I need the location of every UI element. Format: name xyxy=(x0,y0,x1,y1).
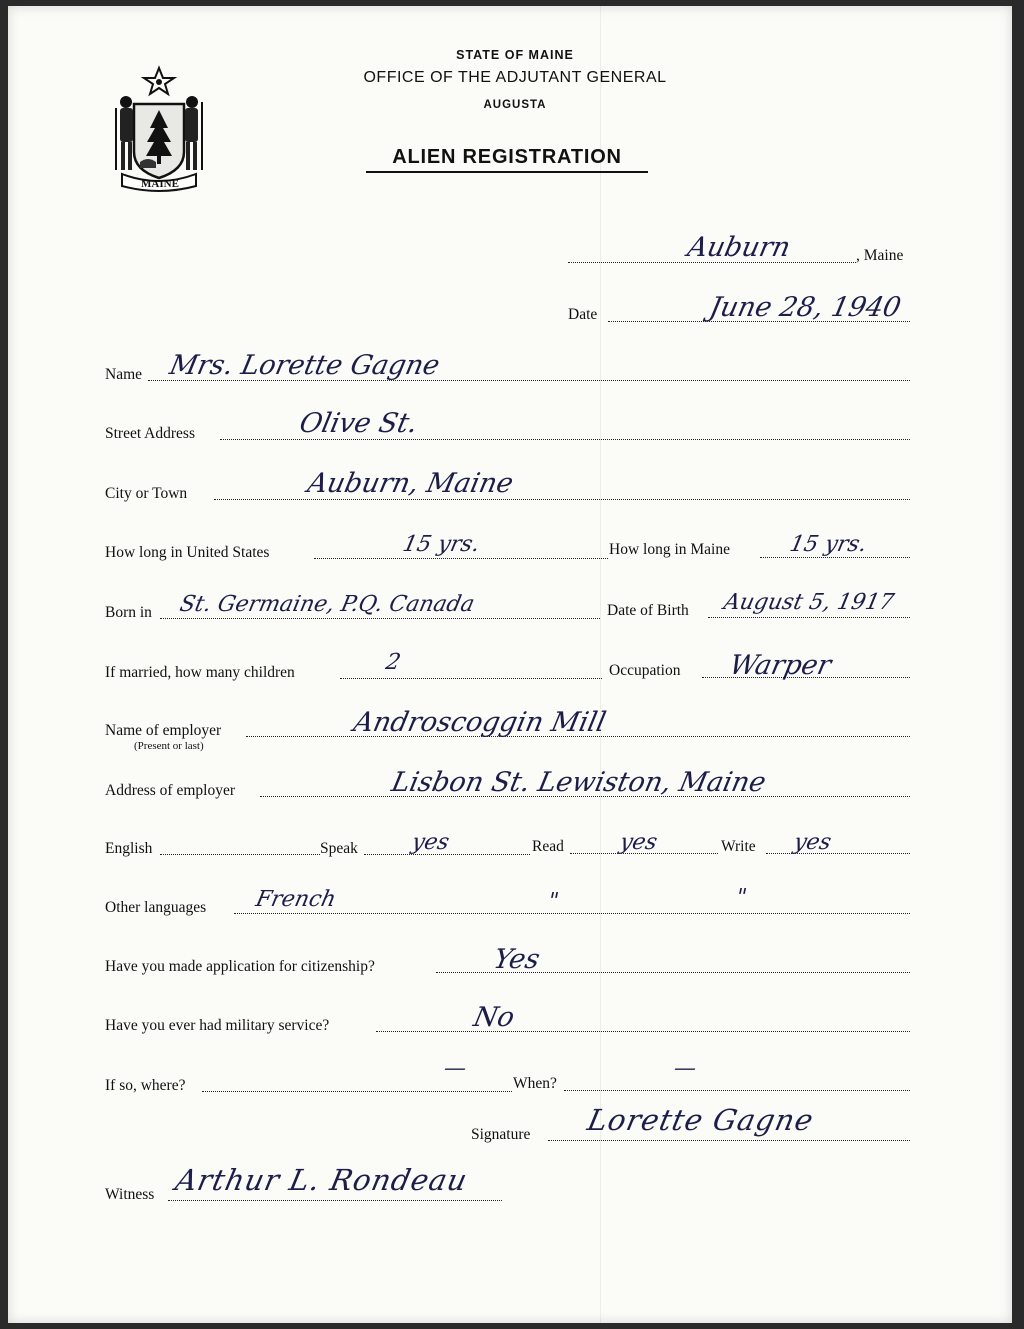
born-in-value: St. Germaine, P.Q. Canada xyxy=(177,592,477,617)
citizenship-value: Yes xyxy=(490,944,543,975)
name-value: Mrs. Lorette Gagne xyxy=(166,350,443,381)
name-label: Name xyxy=(105,366,143,383)
registration-form-page xyxy=(8,6,1012,1323)
dob-dotted-line xyxy=(708,617,910,618)
english-write-label: Write xyxy=(721,838,756,855)
occupation-value: Warper xyxy=(726,650,834,681)
seal-ribbon-text xyxy=(128,175,192,191)
english-read-value: yes xyxy=(617,830,660,855)
dob-value: August 5, 1917 xyxy=(721,590,897,615)
date-value: June 28, 1940 xyxy=(706,292,904,323)
military-value: No xyxy=(470,1002,518,1033)
when-label: When? xyxy=(513,1075,557,1092)
employer-value: Androscoggin Mill xyxy=(350,707,609,738)
signature-label: Signature xyxy=(471,1126,531,1143)
date-label: Date xyxy=(568,306,598,323)
other-languages-dotted-line xyxy=(234,913,910,914)
other-languages-ditto-1: " xyxy=(545,889,561,914)
employer-address-value: Lisbon St. Lewiston, Maine xyxy=(388,767,769,798)
signature-dotted-line xyxy=(548,1140,910,1141)
dob-label: Date of Birth xyxy=(607,602,689,619)
english-write-value: yes xyxy=(791,830,834,855)
witness-label: Witness xyxy=(105,1186,155,1203)
street-label: Street Address xyxy=(105,425,195,442)
location-value: Auburn xyxy=(684,232,794,263)
children-label: If married, how many children xyxy=(105,664,295,681)
where-value: — xyxy=(441,1056,469,1081)
other-languages-ditto-2: " xyxy=(733,885,749,910)
write-dotted-line xyxy=(766,853,910,854)
seal-ribbon-label: MAINE xyxy=(141,178,179,190)
maine-duration-value: 15 yrs. xyxy=(787,532,869,557)
when-dotted-line xyxy=(564,1090,910,1091)
other-languages-value: French xyxy=(253,887,339,912)
born-in-dotted-line xyxy=(160,618,600,619)
header-office: OFFICE OF THE ADJUTANT GENERAL xyxy=(363,69,667,86)
where-label: If so, where? xyxy=(105,1077,186,1094)
maine-duration-label: How long in Maine xyxy=(609,541,730,558)
employer-label: Name of employer xyxy=(105,722,222,739)
employer-sublabel: (Present or last) xyxy=(134,740,204,752)
english-read-label: Read xyxy=(532,838,564,855)
maine-duration-dotted-line xyxy=(760,557,910,558)
city-label: City or Town xyxy=(105,485,188,502)
signature-value: Lorette Gagne xyxy=(584,1103,818,1137)
children-dotted-line xyxy=(340,678,602,679)
us-duration-label: How long in United States xyxy=(105,544,270,561)
english-speak-label: Speak xyxy=(320,840,358,857)
english-label: English xyxy=(105,840,153,857)
citizenship-label: Have you made application for citizenship? xyxy=(105,958,375,975)
when-value: — xyxy=(671,1056,699,1081)
children-value: 2 xyxy=(383,650,403,675)
occupation-label: Occupation xyxy=(609,662,681,679)
street-dotted-line xyxy=(220,439,910,440)
header-state: STATE OF MAINE xyxy=(456,48,574,62)
english-dotted-line xyxy=(160,854,320,855)
witness-dotted-line xyxy=(168,1200,502,1201)
military-label: Have you ever had military service? xyxy=(105,1017,330,1034)
witness-value: Arthur L. Rondeau xyxy=(172,1163,471,1197)
us-duration-dotted-line xyxy=(314,558,608,559)
military-dotted-line xyxy=(376,1031,910,1032)
city-dotted-line xyxy=(214,499,910,500)
where-dotted-line xyxy=(202,1091,512,1092)
english-speak-value: yes xyxy=(409,830,452,855)
us-duration-value: 15 yrs. xyxy=(400,532,482,557)
born-in-label: Born in xyxy=(105,604,152,621)
header-city: AUGUSTA xyxy=(483,99,547,111)
speak-dotted-line xyxy=(364,854,530,855)
location-suffix-label: , Maine xyxy=(856,247,904,264)
other-languages-label: Other languages xyxy=(105,899,207,916)
street-value: Olive St. xyxy=(296,408,421,439)
city-value: Auburn, Maine xyxy=(304,468,517,499)
form-title: ALIEN REGISTRATION xyxy=(366,146,648,173)
employer-address-label: Address of employer xyxy=(105,782,235,799)
